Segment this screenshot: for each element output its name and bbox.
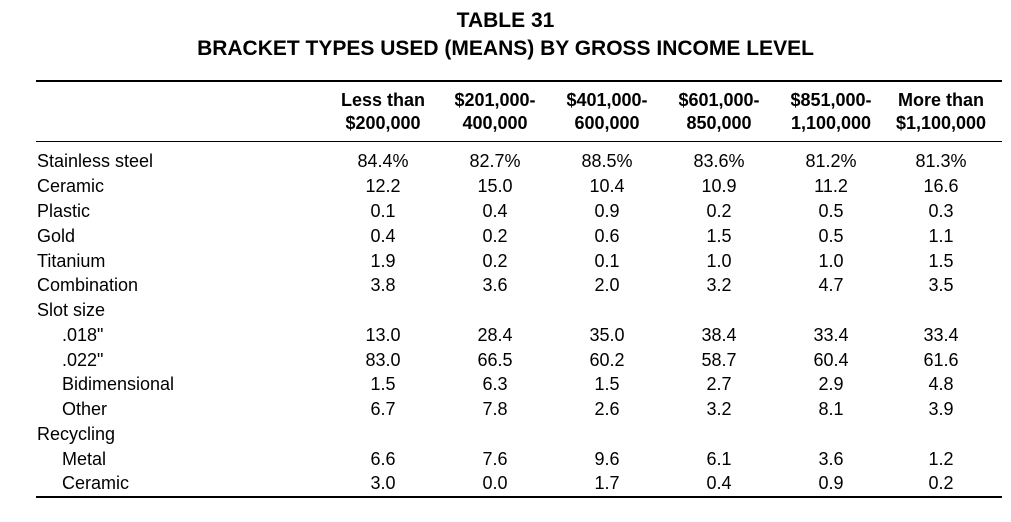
row-label: .022"	[62, 350, 104, 370]
table-cell: 0.1	[594, 251, 620, 271]
table-row	[0, 471, 1011, 496]
column-header-line: 600,000	[574, 113, 640, 133]
row-label: .018"	[62, 325, 104, 345]
column-header-line: $1,100,000	[895, 113, 987, 133]
table-cell: 84.4%	[357, 151, 409, 171]
row-label: Stainless steel	[37, 151, 154, 171]
column-header-851000-1100000	[776, 89, 886, 135]
table-cell: 15.0	[477, 176, 513, 196]
table-row	[0, 249, 1011, 274]
table-top-rule	[36, 80, 1002, 82]
row-label: Other	[62, 399, 108, 419]
column-header-201000-400000	[440, 89, 550, 135]
column-header-line: $201,000-	[454, 90, 536, 110]
table-cell: 4.8	[928, 374, 954, 394]
table-cell: 1.5	[706, 226, 732, 246]
table-cell: 3.0	[370, 473, 396, 493]
table-row	[0, 397, 1011, 422]
section-label: Recycling	[37, 424, 116, 444]
table-cell: 1.7	[594, 473, 620, 493]
table-row	[0, 323, 1011, 348]
section-row-slot-size	[0, 298, 1011, 323]
table-subtitle: BRACKET TYPES USED (MEANS) BY GROSS INCOME LEVEL	[197, 37, 814, 60]
row-label: Titanium	[37, 251, 106, 271]
table-cell: 0.5	[818, 226, 844, 246]
table-cell: 1.9	[370, 251, 396, 271]
table-cell: 1.5	[594, 374, 620, 394]
table-cell: 0.2	[928, 473, 954, 493]
table-cell: 0.4	[706, 473, 732, 493]
table-row	[0, 224, 1011, 249]
table-cell: 0.2	[482, 226, 508, 246]
table-cell: 1.5	[928, 251, 954, 271]
table-cell: 82.7%	[469, 151, 521, 171]
table-cell: 0.0	[482, 473, 508, 493]
table-cell: 2.0	[594, 275, 620, 295]
table-cell: 0.6	[594, 226, 620, 246]
table-cell: 7.6	[482, 449, 508, 469]
column-header-601000-850000	[664, 89, 774, 135]
table-cell: 6.1	[706, 449, 732, 469]
table-row	[0, 372, 1011, 397]
table-cell: 4.7	[818, 275, 844, 295]
table-cell: 28.4	[477, 325, 513, 345]
table-row	[0, 174, 1011, 199]
column-header-line: 1,100,000	[790, 113, 872, 133]
table-cell: 0.3	[928, 201, 954, 221]
table-cell: 1.1	[928, 226, 954, 246]
table-cell: 0.9	[594, 201, 620, 221]
table-row	[0, 149, 1011, 174]
table-cell: 83.6%	[693, 151, 745, 171]
table-row	[0, 199, 1011, 224]
table-cell: 3.8	[370, 275, 396, 295]
table-cell: 61.6	[923, 350, 959, 370]
column-header-more-than-1100000	[886, 89, 996, 135]
table-row	[0, 447, 1011, 472]
table-cell: 81.2%	[805, 151, 857, 171]
table-cell: 3.6	[818, 449, 844, 469]
table-row	[0, 273, 1011, 298]
table-cell: 11.2	[814, 176, 848, 196]
row-label: Combination	[37, 275, 139, 295]
column-header-line: Less than	[340, 90, 426, 110]
table-cell: 1.0	[818, 251, 844, 271]
row-label: Ceramic	[62, 473, 130, 493]
table-cell: 83.0	[365, 350, 401, 370]
column-header-401000-600000	[552, 89, 662, 135]
column-header-line: $200,000	[345, 113, 421, 133]
column-header-line: 400,000	[462, 113, 528, 133]
table-cell: 0.5	[818, 201, 844, 221]
table-cell: 3.9	[928, 399, 954, 419]
row-label: Plastic	[37, 201, 91, 221]
row-label: Gold	[37, 226, 76, 246]
table-cell: 7.8	[482, 399, 508, 419]
column-header-line: $601,000-	[678, 90, 760, 110]
table-cell: 0.1	[370, 201, 396, 221]
section-label: Slot size	[37, 300, 106, 320]
column-header-line: More than	[897, 90, 984, 110]
table-cell: 58.7	[701, 350, 737, 370]
table-cell: 60.4	[813, 350, 849, 370]
table-cell: 6.3	[482, 374, 508, 394]
table-cell: 0.2	[706, 201, 732, 221]
table-cell: 1.0	[706, 251, 732, 271]
row-label: Metal	[62, 449, 107, 469]
section-row-recycling	[0, 422, 1011, 447]
table-cell: 1.5	[370, 374, 396, 394]
column-header-line: $851,000-	[790, 90, 872, 110]
table-cell: 0.9	[818, 473, 844, 493]
table-bottom-rule	[36, 496, 1002, 498]
row-label: Bidimensional	[62, 374, 175, 394]
table-cell: 3.2	[706, 399, 732, 419]
table-cell: 2.7	[706, 374, 732, 394]
table-cell: 3.2	[706, 275, 732, 295]
table-cell: 33.4	[813, 325, 849, 345]
table-cell: 13.0	[365, 325, 401, 345]
header-rule	[36, 141, 1002, 142]
table-cell: 3.5	[928, 275, 954, 295]
row-label: Ceramic	[37, 176, 105, 196]
table-cell: 10.9	[701, 176, 737, 196]
table-cell: 33.4	[923, 325, 959, 345]
table-cell: 0.2	[482, 251, 508, 271]
table-cell: 81.3%	[915, 151, 967, 171]
table-cell: 60.2	[589, 350, 625, 370]
table-cell: 10.4	[589, 176, 625, 196]
table-cell: 88.5%	[581, 151, 633, 171]
table-cell: 3.6	[482, 275, 508, 295]
column-header-line: $401,000-	[566, 90, 648, 110]
table-cell: 38.4	[701, 325, 737, 345]
table-cell: 16.6	[923, 176, 959, 196]
table-row	[0, 348, 1011, 373]
table-cell: 0.4	[482, 201, 508, 221]
table-cell: 9.6	[594, 449, 620, 469]
table-cell: 2.6	[594, 399, 620, 419]
table-cell: 66.5	[477, 350, 513, 370]
table-title: TABLE 31	[456, 9, 555, 32]
table-cell: 2.9	[818, 374, 844, 394]
table-cell: 8.1	[818, 399, 844, 419]
table-cell: 6.6	[370, 449, 396, 469]
table-cell: 0.4	[370, 226, 396, 246]
table-cell: 35.0	[589, 325, 625, 345]
table-cell: 12.2	[365, 176, 401, 196]
column-header-line: 850,000	[686, 113, 752, 133]
table-cell: 6.7	[370, 399, 396, 419]
column-header-less-than-200000	[328, 89, 438, 135]
table-cell: 1.2	[928, 449, 954, 469]
